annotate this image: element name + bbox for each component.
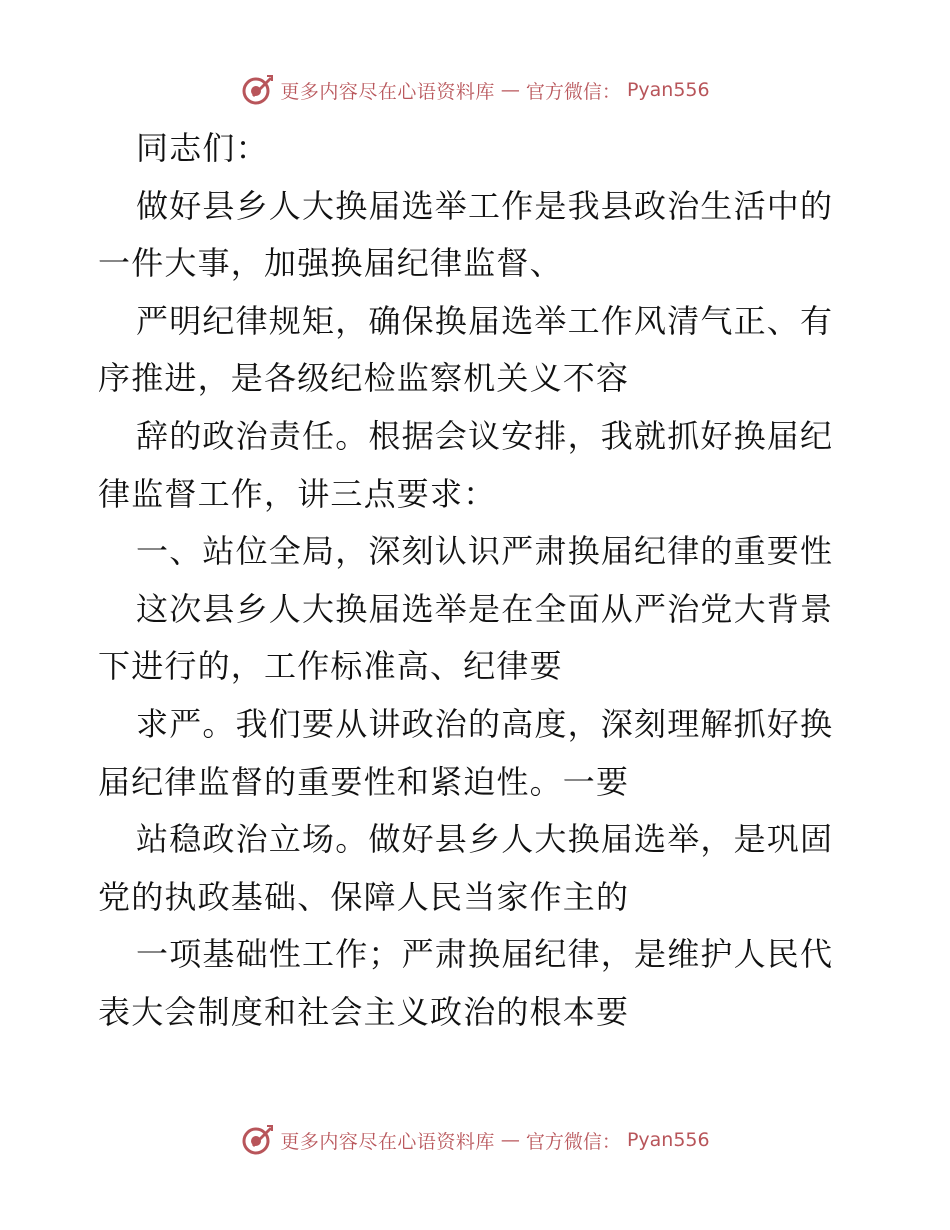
- quill-seal-icon: [240, 73, 274, 107]
- header-banner: [0, 70, 950, 110]
- section-heading: 一、站位全局，深刻认识严肃换届纪律的重要性: [136, 532, 834, 571]
- text-line: 序推进，是各级纪检监察机关义不容: [98, 359, 630, 398]
- banner-wechat-label: 官方微信：: [525, 80, 621, 103]
- text-line: 同志们：: [136, 129, 269, 167]
- text-line: 这次县乡人大换届选举是在全面从严治党大背景: [136, 589, 834, 628]
- banner-wechat-label: 官方微信：: [525, 1130, 621, 1153]
- banner-wechat-id: Pyan556: [626, 1129, 710, 1151]
- banner-wechat-id: Pyan556: [626, 79, 710, 101]
- text-line: 做好县乡人大换届选举工作是我县政治生活中的: [136, 186, 834, 225]
- banner-text: 更多内容尽在心语资料库: [280, 1130, 495, 1153]
- text-line: 一项基础性工作；严肃换届纪律，是维护人民代: [136, 935, 834, 974]
- banner-separator: —: [500, 1129, 520, 1151]
- text-line: 表大会制度和社会主义政治的根本要: [98, 992, 630, 1031]
- banner-separator: —: [500, 79, 520, 101]
- text-line: 届纪律监督的重要性和紧迫性。一要: [98, 762, 630, 801]
- text-line: 党的执政基础、保障人民当家作主的: [98, 877, 630, 916]
- quill-seal-icon: [240, 1123, 274, 1157]
- text-line: 求严。我们要从讲政治的高度，深刻理解抓好换: [136, 704, 834, 743]
- text-line: 律监督工作，讲三点要求：: [98, 474, 497, 513]
- text-line: 站稳政治立场。做好县乡人大换届选举，是巩固: [136, 820, 834, 859]
- document-body: [98, 120, 858, 1042]
- text-line: 辞的政治责任。根据会议安排，我就抓好换届纪: [136, 416, 834, 455]
- text-line: 严明纪律规矩，确保换届选举工作风清气正、有: [136, 301, 834, 340]
- banner-text: 更多内容尽在心语资料库: [280, 80, 495, 103]
- footer-banner: [0, 1120, 950, 1160]
- text-line: 一件大事，加强换届纪律监督、: [98, 244, 563, 283]
- text-line: 下进行的，工作标准高、纪律要: [98, 647, 563, 686]
